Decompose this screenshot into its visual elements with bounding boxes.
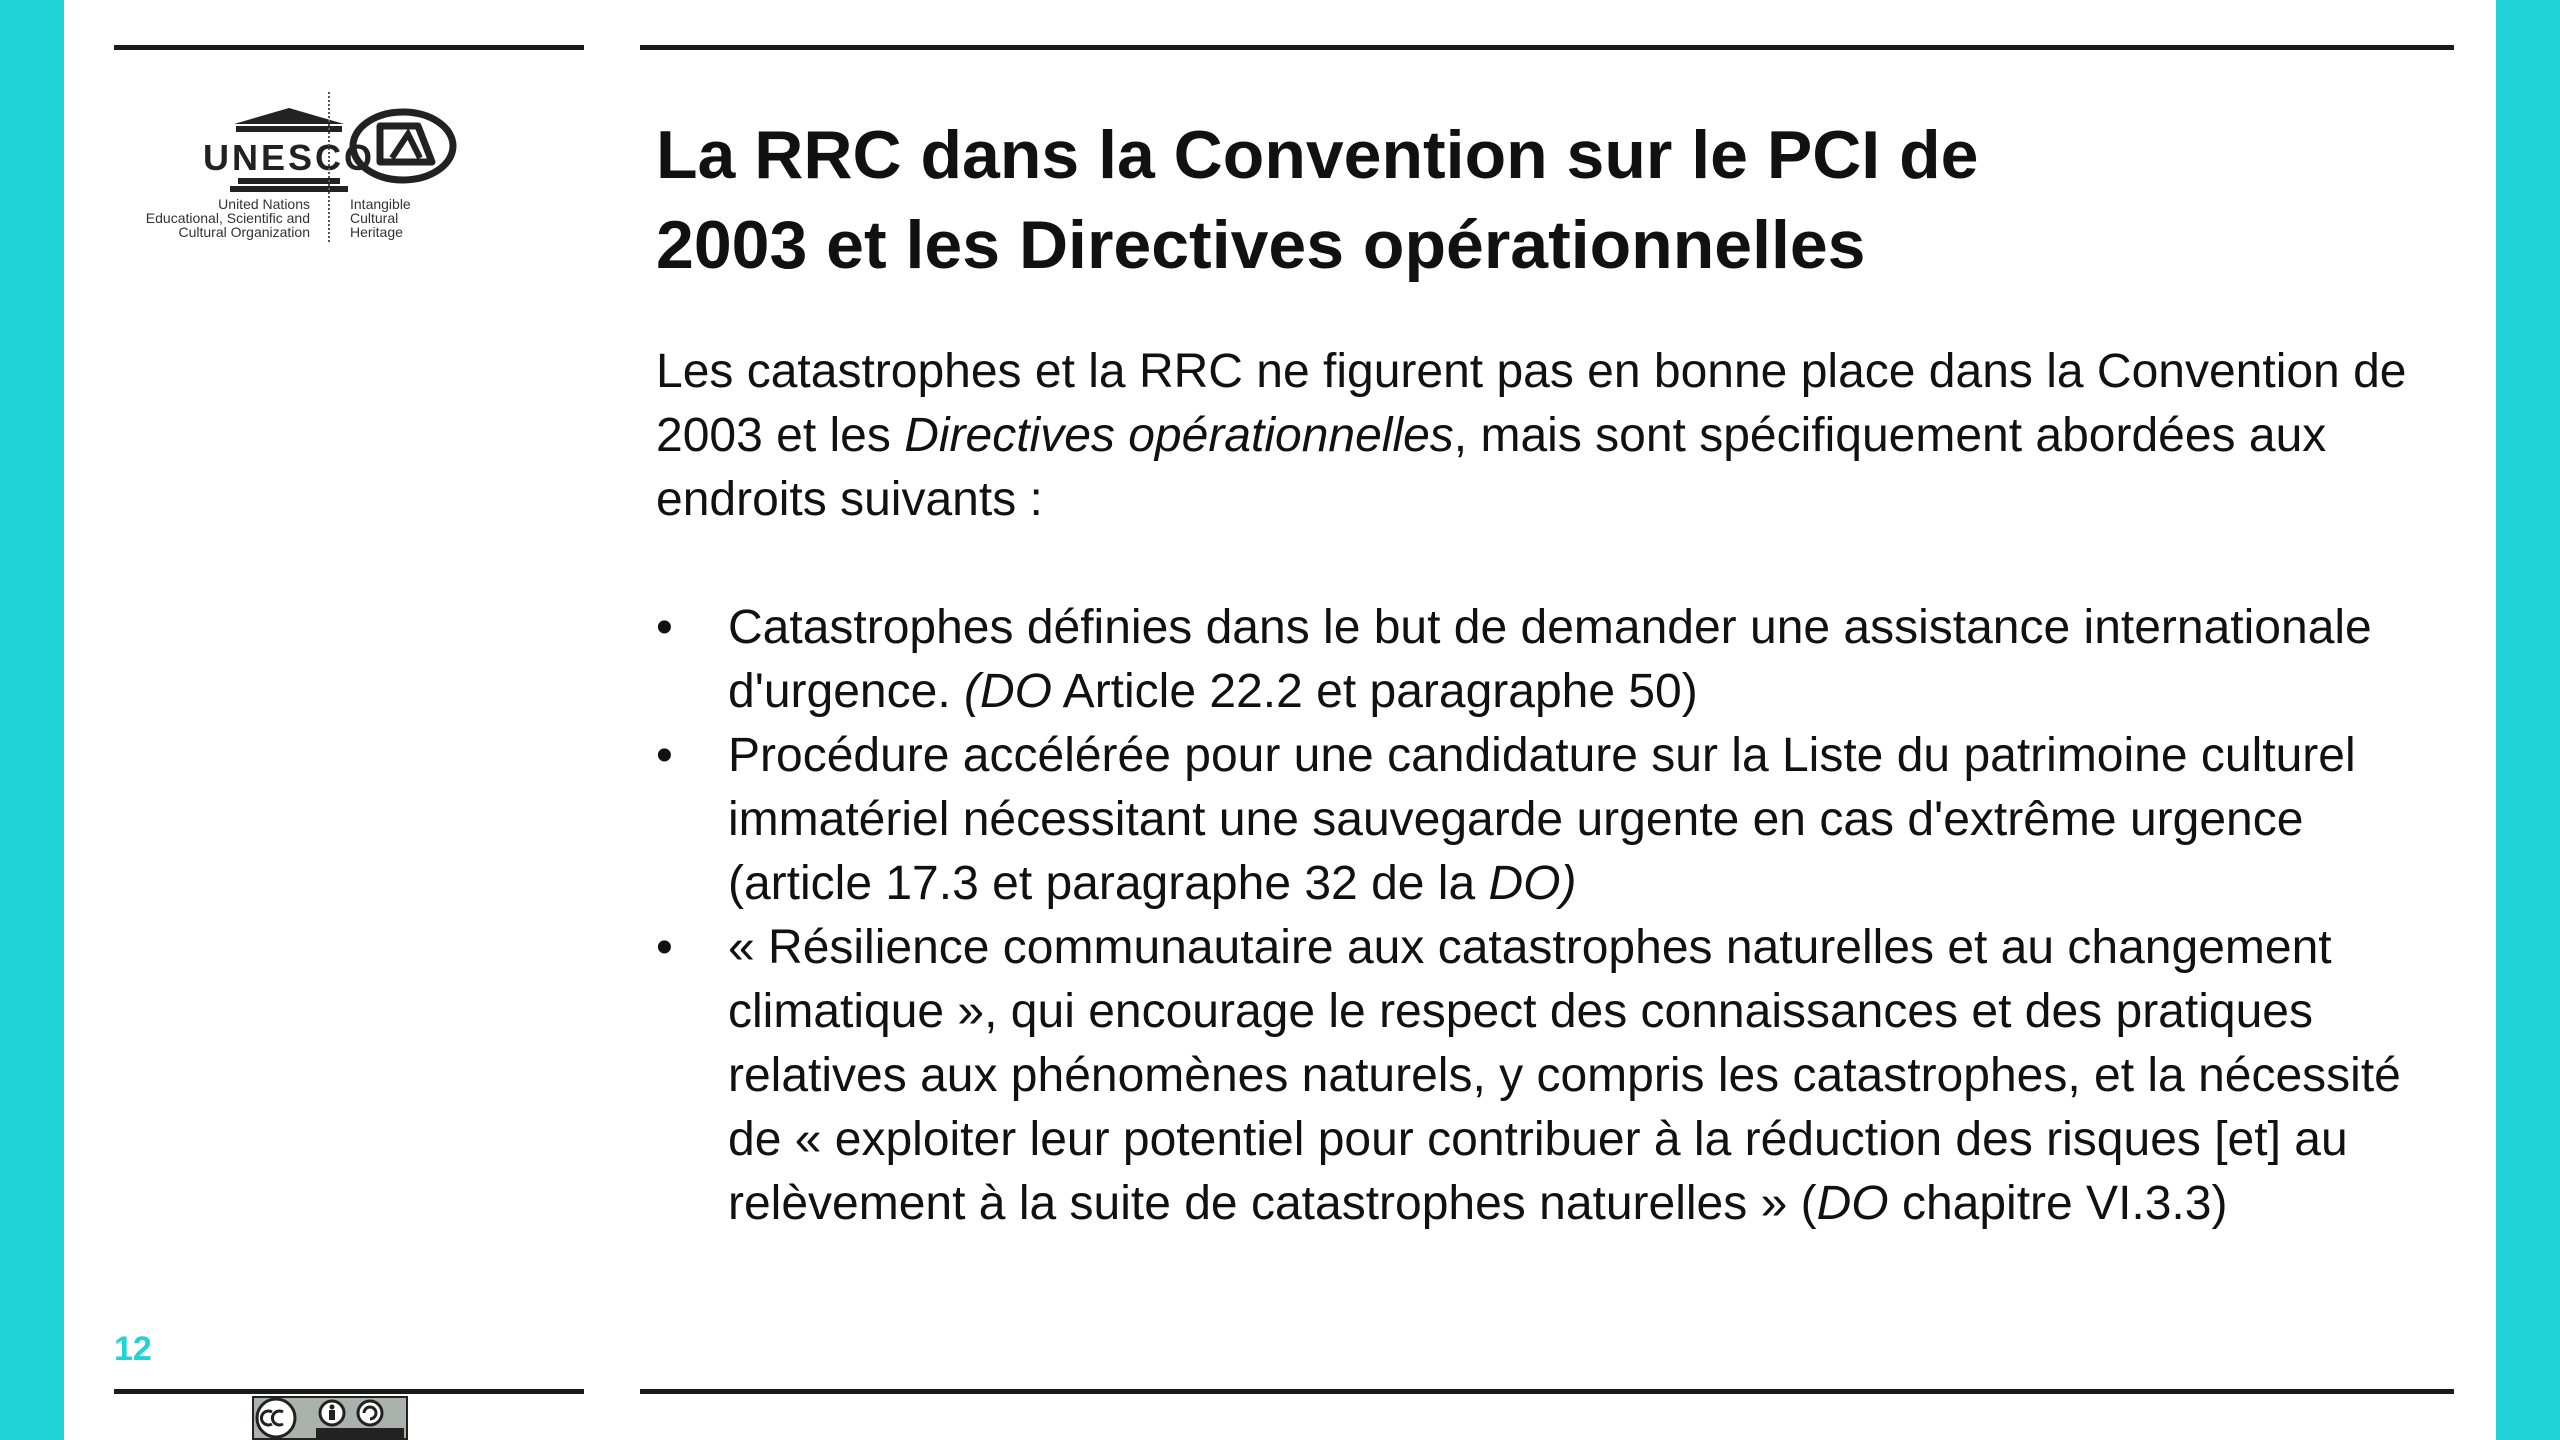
unesco-ich-logo [110,92,530,252]
list-item: • Procédure accélérée pour une candidature sur la Liste du patrimoine culturel immatériel nécessitant une sauvegarde urgente en cas d'extrême urgence (article 17.3 et paragraphe 32 de la DO) [656,724,2456,916]
page-number: 12 [114,1330,152,1368]
slide-body [656,340,2456,1236]
intro-paragraph: Les catastrophes et la RRC ne figurent pas en bonne place dans la Convention de 2003 et les Directives opérationnelles, mais sont spécifiquement abordées aux endroits suivants : [656,345,2407,526]
slide-title [656,110,2436,290]
bottom-left-rule [114,1389,584,1394]
bullet-icon: • [656,601,673,654]
bullet-icon: • [656,729,673,782]
svg-text:UNESCO: UNESCO [202,137,376,178]
logo-divider [328,92,330,242]
top-left-rule [114,45,584,50]
slide [64,0,2496,1440]
unesco-org-name: United Nations Educational, Scientific and Cultural Organization [145,196,310,240]
top-right-rule [640,45,2454,50]
title-line-2: 2003 et les Directives opérationnelles [656,207,1866,283]
bottom-right-rule [640,1389,2454,1394]
unesco-temple-icon [202,106,376,192]
intangible-heritage-icon [348,106,458,186]
list-item: • Catastrophes définies dans le but de demander une assistance internationale d'urgence. (DO Article 22.2 et paragraphe 50) [656,596,2456,724]
list-item: • « Résilience communautaire aux catastrophes naturelles et au changement climatique », qui encourage le respect des connaissances et des pratiques relatives aux phénomènes naturels, y compris les catastrophes, et la nécessité de « exploiter leur potentiel pour contribuer à la réduction des risques [et] au relèvement à la suite de catastrophes naturelles » (DO chapitre VI.3.3) [656,916,2456,1236]
ich-name: Intangible Cultural Heritage [350,196,411,240]
title-line-1: La RRC dans la Convention sur le PCI de [656,117,1979,193]
bullet-icon: • [656,921,673,974]
cc-by-sa-icon [252,1396,408,1440]
bullet-list [656,596,2456,1236]
